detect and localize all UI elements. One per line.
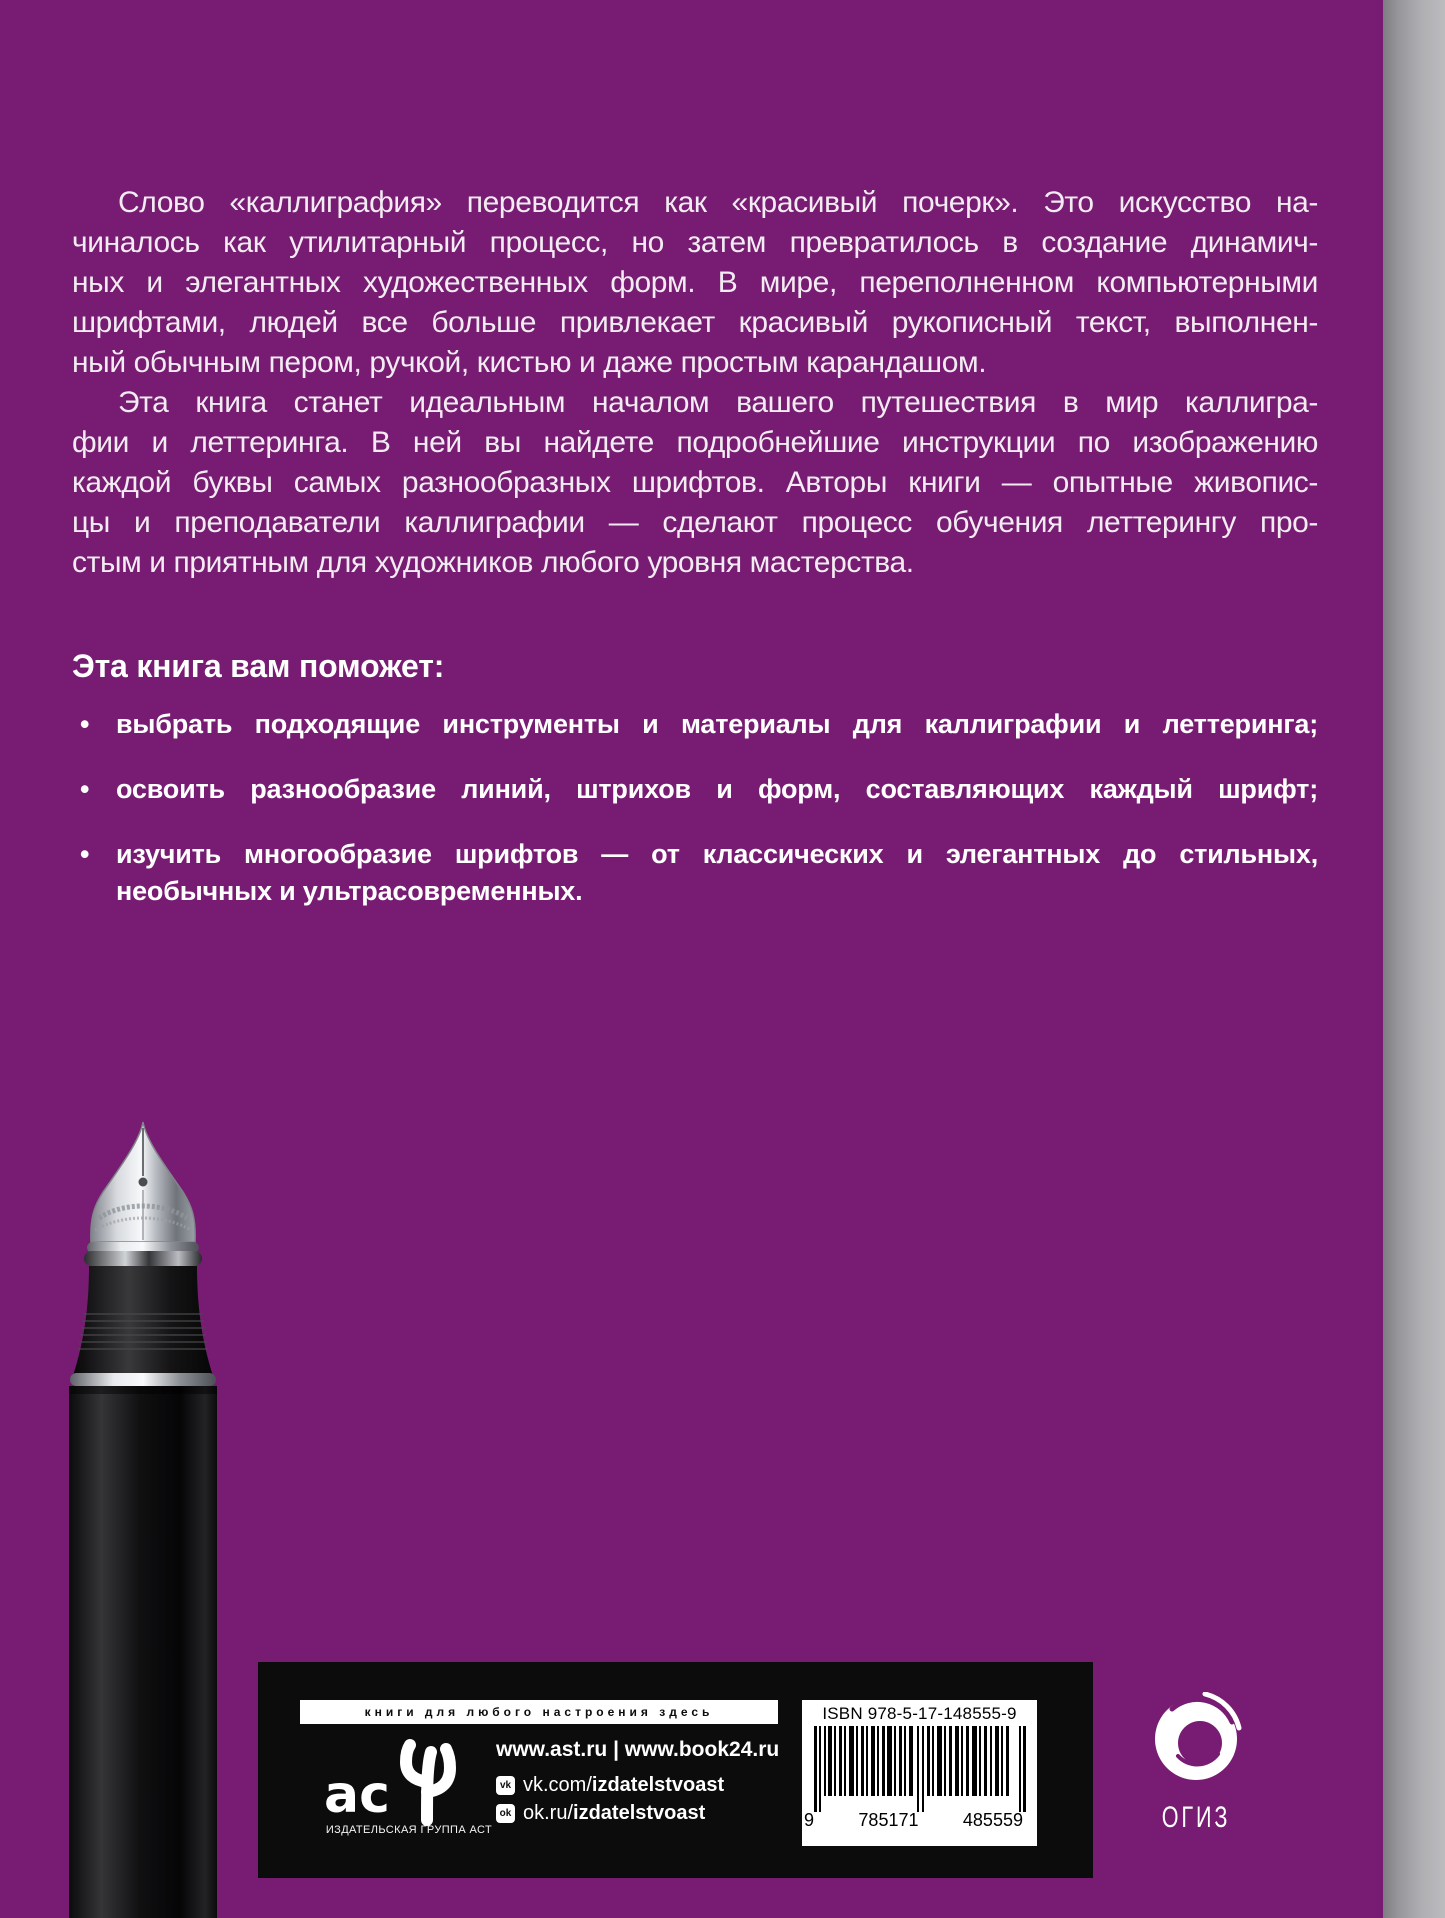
ast-logo — [324, 1734, 494, 1826]
barcode-block — [802, 1700, 1037, 1846]
benefit-text: необычных и ультрасовременных. — [116, 876, 583, 906]
benefit-text: изучить многообразие шрифтов — от классических и элегантных до стильных, — [116, 839, 1318, 869]
fountain-pen-illustration — [0, 1118, 293, 1918]
ok-icon: ok — [496, 1804, 515, 1823]
benefit-text: освоить разнообразие линий, штрихов и форм, составляющих каждый шрифт; — [116, 774, 1318, 804]
vk-url-prefix: vk.com/ — [523, 1774, 592, 1796]
vk-icon: vk — [496, 1776, 515, 1795]
bullet-icon: • — [80, 709, 90, 739]
ogiz-swirl-icon — [1148, 1692, 1244, 1788]
vk-account: izdatelstvoast — [591, 1774, 725, 1796]
text-line: ный обычным пером, ручкой, кистью и даже простым карандашом. — [72, 346, 987, 379]
barcode-digit-group: 785171 — [858, 1810, 919, 1830]
text-line: ных и элегантных художественных форм. В мире, переполненном компьютерными — [72, 266, 1318, 299]
publisher-links — [496, 1738, 796, 1830]
text-line: Эта книга станет идеальным началом вашего путешествия в мир каллигра- — [118, 386, 1318, 419]
text-line: цы и преподаватели каллиграфии — сделают процесс обучения леттерингу про- — [72, 506, 1318, 539]
intro-text — [72, 183, 1318, 583]
publisher-tagline: книги для любого настроения здесь — [300, 1700, 778, 1724]
paragraph-2 — [72, 383, 1318, 583]
text-line: стым и приятным для художников любого уровня мастерства. — [72, 546, 914, 579]
barcode-bars — [814, 1726, 1026, 1812]
pen-barrel — [69, 1386, 217, 1918]
benefits-heading: Эта книга вам поможет: — [72, 648, 445, 684]
publisher-panel — [258, 1662, 1093, 1878]
bullet-icon: • — [80, 774, 90, 804]
ast-cactus-icon — [406, 1745, 450, 1820]
benefit-text: выбрать подходящие инструменты и материалы для каллиграфии и леттеринга; — [116, 709, 1318, 739]
vk-line — [496, 1774, 796, 1797]
websites-line: www.ast.ru | www.book24.ru — [496, 1738, 780, 1761]
ok-account: izdatelstvoast — [573, 1802, 706, 1824]
benefit-item — [72, 771, 1318, 808]
isbn-number: ISBN 978-5-17-148555-9 — [822, 1704, 1017, 1723]
benefit-item — [72, 836, 1318, 910]
text-line: Слово «каллиграфия» переводится как «красивый почерк». Это искусство на- — [118, 186, 1318, 219]
barcode-digit-group: 485559 — [962, 1810, 1023, 1830]
ok-url-prefix: ok.ru/ — [523, 1802, 574, 1824]
ast-logo-letters: ас — [324, 1765, 390, 1825]
benefit-item — [72, 706, 1318, 743]
page-edge-strip — [1383, 0, 1445, 1918]
text-line: чиналось как утилитарный процесс, но затем превратилось в создание динамич- — [72, 226, 1318, 259]
barcode-digit-group: 9 — [804, 1810, 815, 1830]
ast-caption: ИЗДАТЕЛЬСКАЯ ГРУППА АСТ — [325, 1824, 493, 1836]
text-line: фии и леттеринга. В ней вы найдете подробнейшие инструкции по изображению — [72, 426, 1318, 459]
text-line: каждой буквы самых разнообразных шрифтов. Авторы книги — опытные живопис- — [72, 466, 1318, 499]
barcode-digits — [802, 1810, 1037, 1830]
text-line: шрифтами, людей все больше привлекает красивый рукописный текст, выполнен- — [72, 306, 1318, 339]
ogiz-logo — [1146, 1692, 1246, 1852]
ok-line — [496, 1802, 796, 1825]
ogiz-label: ОГИЗ — [1161, 1801, 1231, 1834]
bullet-icon: • — [80, 839, 90, 869]
paragraph-1 — [72, 183, 1318, 383]
